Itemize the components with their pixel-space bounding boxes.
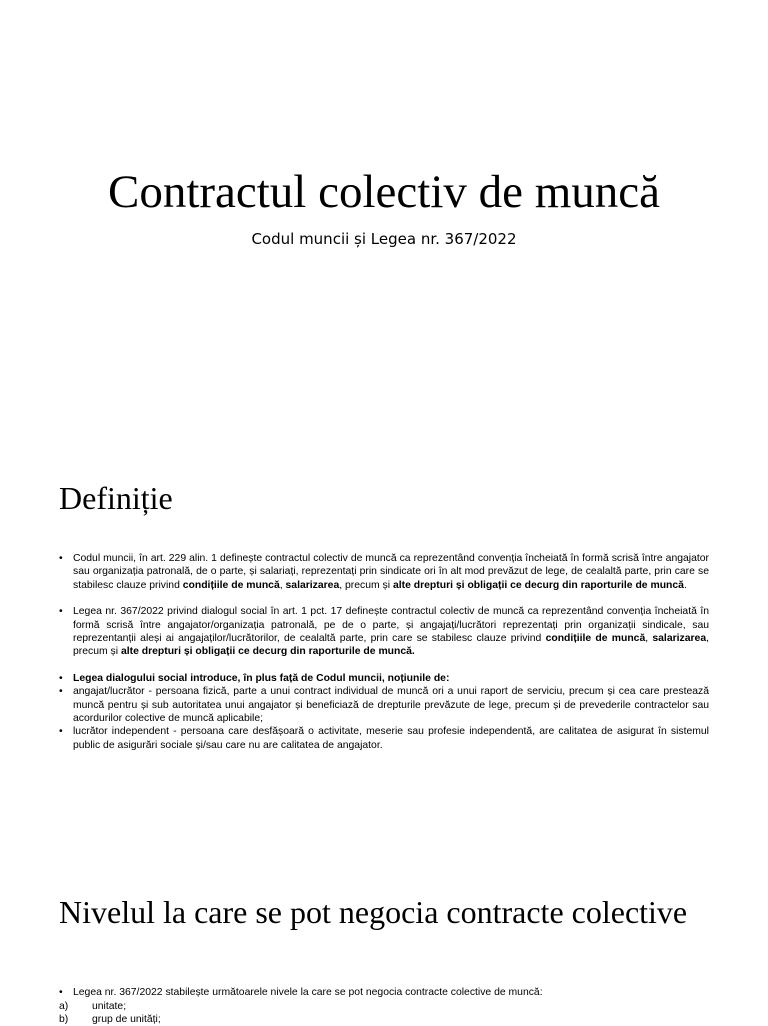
list-item: • Legea dialogului social introduce, în plus față de Codul muncii, noțiunile de: bbox=[59, 672, 709, 685]
list-item: • Legea nr. 367/2022 stabilește următoarele nivele la care se pot negocia contracte colective de muncă: bbox=[59, 986, 709, 999]
definition-heading: Definiție bbox=[59, 480, 173, 516]
list-item: • lucrător independent - persoana care desfășoară o activitate, meserie sau profesie independentă, are calitatea de asigurat în sistemul public de asigurări sociale și/sau care nu are calitatea de angajator. bbox=[59, 725, 709, 752]
levels-bullet-list bbox=[59, 986, 709, 999]
slide-title: Contractul colectiv de muncă bbox=[107, 166, 661, 218]
list-item: • Codul muncii, în art. 229 alin. 1 definește contractul colectiv de muncă ca reprezentând convenția încheiată în formă scrisă între angajator sau organizația patronală, de o parte, și salariați, reprezentați prin sindicate ori în alt mod prevăzut de lege, de cealaltă parte, prin care se stabilesc clauze privind condițiile de muncă, salarizarea, precum și alte drepturi și obligații ce decurg din raporturile de muncă. bbox=[59, 552, 709, 592]
list-item: • angajat/lucrător - persoana fizică, parte a unui contract individual de muncă ori a unui raport de serviciu, precum și cea care prestează muncă pentru și sub autoritatea unui angajator și beneficiază de drepturile prevăzute de lege, precum și de prevederile contractelor sau acordurilor colective de muncă aplicabile; bbox=[59, 685, 709, 725]
slide-subtitle: Codul muncii și Legea nr. 367/2022 bbox=[251, 230, 517, 248]
definition-bullet-list bbox=[59, 552, 709, 752]
list-item: • Legea nr. 367/2022 privind dialogul social în art. 1 pct. 17 definește contractul colectiv de muncă ca reprezentând convenția încheiată în formă scrisă între angajator/organizația patronală, pe de o parte, și angajați/lucrători reprezentați prin organizații sindicale, sau reprezentanții aleși ai angajaților/lucrătorilor, de cealaltă parte, prin care se stabilesc clauze privind condițiile de muncă, salarizarea, precum și alte drepturi și obligații ce decurg din raporturile de muncă. bbox=[59, 605, 709, 659]
level-item: b) grup de unități; bbox=[59, 1014, 161, 1025]
level-item: a) unitate; bbox=[59, 1001, 127, 1012]
levels-heading: Nivelul la care se pot negocia contracte colective bbox=[59, 894, 688, 930]
